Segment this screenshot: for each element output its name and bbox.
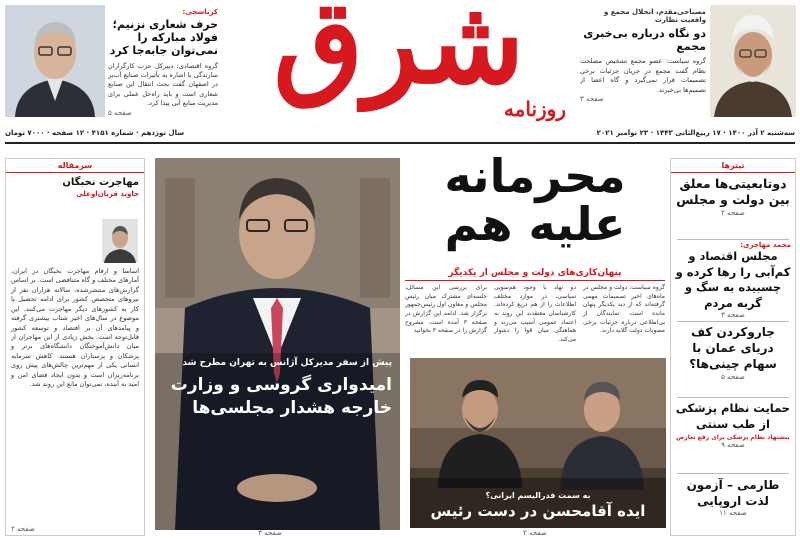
story-body: گروه سیاست: عضو مجمع تشخیص مصلحت نظام گفت مجمع در جریان جزئیات برخی تصمیمات قرار نمی‌گیرد و گاه اعضا از تصمیم‌ها بی‌خبرند.: [580, 57, 706, 94]
author-photo: [102, 219, 138, 263]
main-headline: محرمانه علیه هم: [444, 152, 626, 252]
page-ref: صفحه ۳: [580, 95, 604, 104]
story-column: دو نهاد با وجود هم‌سویی سیاسی، در موارد مختلف اطلاعات را از هم دریغ کرده‌اند. کارشناسان معتقدند این روند به اعتماد عمومی آسیب می‌زند و هماهنگی میان قوا را دشوار می‌کند.: [494, 284, 576, 344]
story-title: دو نگاه درباره بی‌خبری مجمع: [583, 27, 706, 54]
headline-title: مجلس اقتصاد و کم‌آبی را رها کرده و چسبیده به سگ و گربه مردم: [675, 249, 791, 310]
karbaschi-photo: [5, 5, 105, 117]
headline-title: جاروکردن کف دریای عمان با سهام چینی‌ها؟: [689, 325, 777, 372]
date-line: سه‌شنبه ۲ آذر ۱۴۰۰ · ۱۷ ربیع‌الثانی ۱۴۴۳ · ۲۳ نوامبر ۲۰۲۱: [596, 129, 795, 137]
bottom-kicker: به سمت فدرالیسم ایرانی؟: [485, 491, 591, 500]
headlines-column: [670, 158, 796, 536]
headline-item: [671, 173, 795, 217]
divider: [677, 397, 789, 398]
masthead-info-bar: [5, 128, 795, 141]
editorial-body: اساسا و ارقام مهاجرت نخبگان در ایران، آمارهای مختلف و گاه متناقضی است. بر اساس گزارش‌های منتشرشده، سالانه هزاران نفر از نیروهای متخصص کشور برای ادامه تحصیل یا کار به کشورهای دیگر مهاجرت می‌کنند. این موضوع در سال‌های اخیر شتاب بیشتری گرفته و پیامدهای آن بر اقتصاد و توسعه کشور قابل‌توجه است. بخش زیادی از این مهاجران از میان دانش‌آموختگان دانشگاه‌های برتر و پزشکان و پرستاران هستند. کاهش سرمایه انسانی یکی از مهم‌ترین چالش‌های پیش روی برنامه‌ریزان است و بدون ایجاد فضای امن و امید به آینده، نمی‌توان مانع این روند شد.: [11, 267, 139, 389]
mesbahi-photo: [710, 5, 796, 117]
officials-caption: [410, 491, 666, 520]
top-left-story: [108, 8, 218, 118]
divider: [677, 321, 789, 322]
headline-item: [675, 401, 791, 449]
headline-title: دوتابعیتی‌ها معلق بین دولت و مجلس: [676, 176, 790, 208]
page-ref: صفحه ۵: [108, 108, 132, 117]
headline-title: طارمی – آزمون لذت اروپایی: [686, 478, 780, 509]
story-column: برای بررسی این مسائل، جلسه‌ای مشترک میان رئیس مجلس و معاون اول رئیس‌جمهور برگزار شد. ادامه این گزارش در صفحه ۳ آمده است. مشروح گزارش را در صفحه ۳ بخوانید: [405, 284, 487, 335]
page-ref: صفحه ۹: [721, 441, 745, 450]
photo-title: امیدواری گروسی و وزارت خارجه هشدار مجلسی‌ها: [170, 375, 392, 418]
column-header: تیترها: [671, 159, 795, 173]
officials-photo: [410, 358, 666, 528]
divider: [677, 473, 789, 474]
page-ref: صفحه ۲: [11, 525, 35, 533]
editorial-author: جاوید قربان‌اوغلی: [76, 190, 139, 198]
story-body: گروه اقتصادی: دبیرکل حزب کارگزاران سازندگی با اشاره به تأثیرات صنایع آب‌بر در اصفهان گفت بحث انتقال این صنایع شعاری است و باید راه‌حل عملی برای مدیریت منابع آبی پیدا کرد.: [108, 61, 218, 108]
headline-title: حمایت نظام پزشکی از طب سنتی: [675, 401, 791, 431]
story-column: گروه سیاست: دولت و مجلس در ماه‌های اخیر تصمیمات مهمی گرفته‌اند که از دید یکدیگر پنهان مانده است. نمایندگان از بی‌اطلاعی درباره جزئیات برخی مصوبات دولت گلایه دارند.: [583, 284, 665, 335]
kicker: مصباحی‌مقدم، انحلال مجمع و واقعیت نظارت: [603, 8, 706, 24]
column-header: سرمقاله: [6, 159, 144, 173]
photo-page-ref: صفحه ۳: [258, 529, 282, 537]
headline-item: [675, 241, 791, 319]
page-ref: صفحه ۲: [721, 208, 745, 217]
logo-text: شرق: [273, 2, 525, 110]
photo-kicker: پیش از سفر مدیرکل آژانس به تهران مطرح شد: [182, 358, 392, 368]
headline-kicker: محمد مهاجری:: [740, 241, 791, 249]
main-subhead: پنهان‌کاری‌های دولت و مجلس از یکدیگر: [405, 268, 665, 281]
masthead-rule: [5, 142, 795, 144]
editorial-title: مهاجرت نخبگان: [62, 177, 139, 188]
lead-photo-caption: [162, 358, 392, 420]
main-story-columns: [405, 284, 665, 356]
page-ref: صفحه ۳: [721, 311, 745, 320]
logo-sub: روزنامه: [503, 97, 566, 121]
divider: [677, 239, 789, 240]
story-title: حرف شعاری نزنیم؛ فولاد مبارکه را نمی‌توان جابه‌جا کرد: [109, 18, 218, 58]
headline-note: پیشنهاد نظام پزشکی برای رفع تعارض: [676, 434, 790, 442]
main-headline-block: [405, 152, 665, 264]
headline-item: [675, 477, 791, 517]
officials-page-ref: صفحه ۲: [523, 529, 547, 537]
bottom-title: ایده آقامحسن در دست رئیس: [430, 502, 646, 520]
issue-line: سال نوزدهم · شماره ۴۱۵۱ · ۱۲ صفحه · ۷۰۰۰ تومان: [5, 129, 185, 137]
headline-item: [675, 324, 791, 381]
lead-photo: [155, 158, 400, 530]
editorial-column: [5, 158, 145, 536]
top-right-story: [580, 8, 706, 118]
page-ref: صفحه ۵: [721, 372, 745, 381]
page-ref: صفحه ۱۱: [719, 509, 747, 518]
kicker: کرباسچی:: [182, 8, 218, 16]
masthead-logo: [224, 2, 574, 127]
